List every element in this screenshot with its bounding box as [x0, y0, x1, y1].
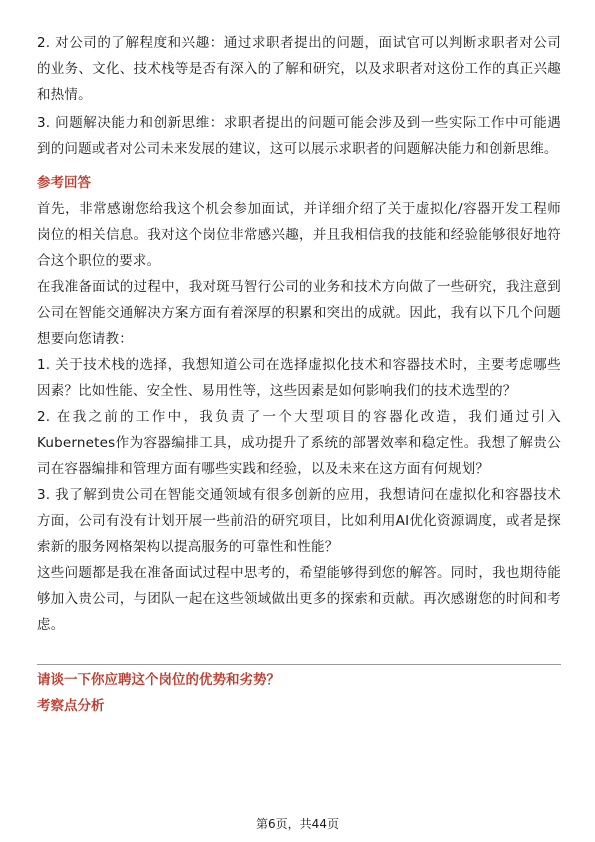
reference-question-1: 1. 关于技术栈的选择，我想知道公司在选择虚拟化技术和容器技术时，主要考虑哪些因素？比如性能、安全性、易用性等，这些因素是如何影响我们的技术选型的？ [37, 357, 561, 399]
reference-paragraph-research: 在我准备面试的过程中，我对斑马智行公司的业务和技术方向做了一些研究，我注意到公司在智能交通解决方案方面有着深厚的积累和突出的成就。因此，我有以下几个问题想要向您请教： [37, 279, 561, 347]
reference-answer-title: 参考回答 [37, 175, 91, 191]
analysis-title: 考察点分析 [37, 698, 105, 714]
point-3: 3. 问题解决能力和创新思维：求职者提出的问题可能会涉及到一些实际工作中可能遇到的问题或者对公司未来发展的建议，这可以展示求职者的问题解决能力和创新思维。 [37, 115, 561, 157]
reference-paragraph-intro: 首先，非常感谢您给我这个机会参加面试，并详细介绍了关于虚拟化/容器开发工程师岗位的相关信息。我对这个岗位非常感兴趣，并且我相信我的技能和经验能够很好地符合这个职位的要求。 [37, 201, 561, 269]
reference-question-3: 3. 我了解到贵公司在智能交通领域有很多创新的应用，我想请问在虚拟化和容器技术方面，公司有没有计划开展一些前沿的研究项目，比如利用AI优化资源调度，或者是探索新的服务网格架构以提高服务的可靠性和性能？ [37, 487, 561, 555]
point-2: 2. 对公司的了解程度和兴趣：通过求职者提出的问题，面试官可以判断求职者对公司的业务、文化、技术栈等是否有深入的了解和研究，以及求职者对这份工作的真正兴趣和热情。 [37, 35, 561, 103]
section-divider [37, 664, 561, 665]
reference-paragraph-closing: 这些问题都是我在准备面试过程中思考的，希望能够得到您的解答。同时，我也期待能够加入贵公司，与团队一起在这些领域做出更多的探索和贡献。再次感谢您的时间和考虑。 [37, 565, 561, 633]
page-content [37, 30, 561, 719]
reference-question-2: 2. 在我之前的工作中，我负责了一个大型项目的容器化改造，我们通过引入Kubernetes作为容器编排工具，成功提升了系统的部署效率和稳定性。我想了解贵公司在容器编排和管理方面有哪些实践和经验，以及未来在这方面有何规划？ [37, 409, 561, 477]
next-question-title: 请谈一下你应聘这个岗位的优势和劣势？ [37, 672, 280, 688]
page-footer: 第6页，共44页 [256, 817, 339, 831]
